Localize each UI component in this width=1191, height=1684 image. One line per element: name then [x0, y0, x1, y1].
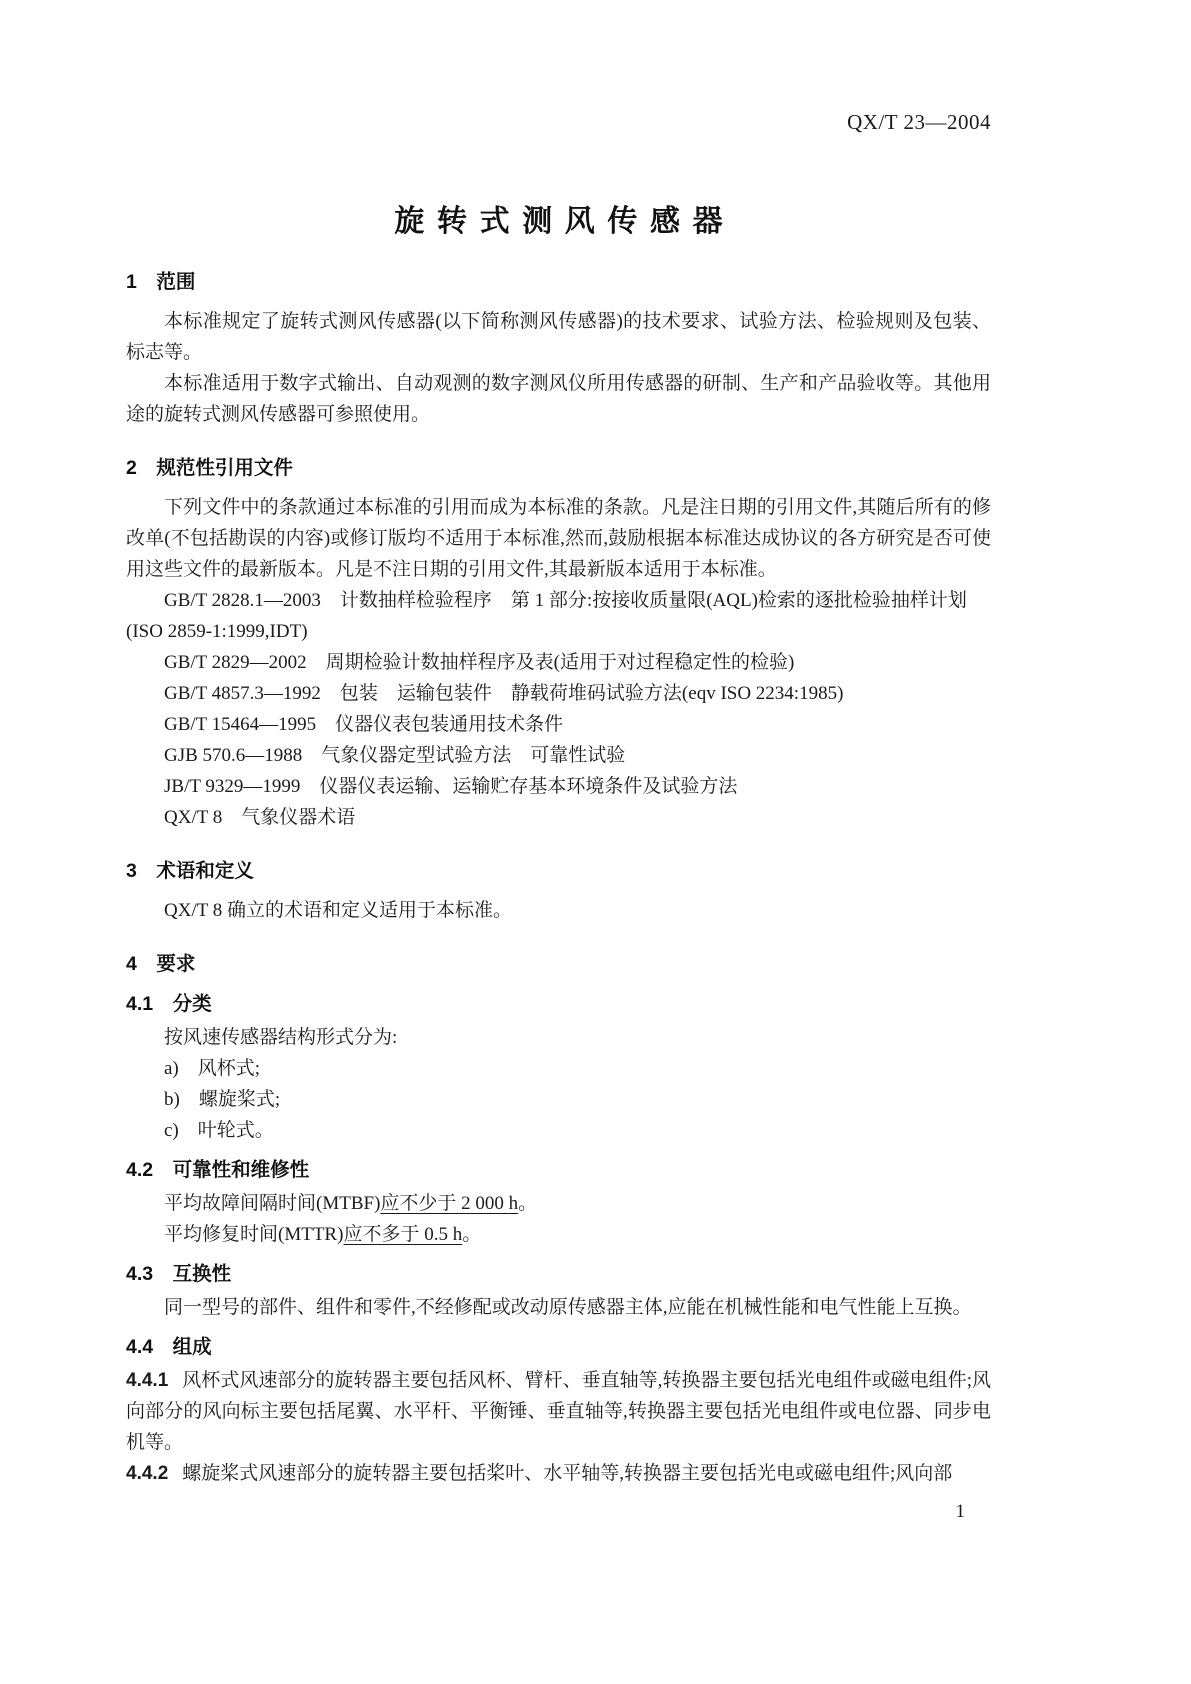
clause-text: 风杯式风速部分的旋转器主要包括风杯、臂杆、垂直轴等,转换器主要包括光电组件或磁电组件;风向部分的风向标主要包括尾翼、水平杆、平衡锤、垂直轴等,转换器主要包括光电组件或电位器、同步电机等。	[126, 1370, 991, 1453]
requirement-text: 。	[462, 1224, 482, 1245]
list-item: a) 风杯式;	[164, 1058, 261, 1079]
doc-code: QX/T 23—2004	[847, 110, 991, 134]
reference-item: GB/T 4857.3—1992 包装 运输包装件 静载荷堆码试验方法(eqv ISO 2234:1985)	[164, 683, 844, 704]
section-2-heading: 2 规范性引用文件	[126, 457, 293, 479]
section-4-1-heading: 4.1 分类	[126, 993, 212, 1015]
requirement-text: 。	[518, 1193, 538, 1214]
clause-number: 4.4.1	[126, 1370, 169, 1391]
section-4-2-heading: 4.2 可靠性和维修性	[126, 1159, 310, 1181]
clause-4-4-2	[126, 1458, 991, 1489]
requirement-text: 平均修复时间(MTTR)	[164, 1224, 344, 1245]
reference-item: GB/T 2828.1—2003 计数抽样检验程序 第 1 部分:按接收质量限(AQL)检索的逐批检验抽样计划(ISO 2859-1:1999,IDT)	[126, 590, 967, 642]
requirement-text: 平均故障间隔时间(MTBF)	[164, 1193, 381, 1214]
section-1-heading: 1 范围	[126, 271, 196, 293]
underlined-requirement: 应不少于 2 000 h	[380, 1193, 519, 1214]
paragraph: 本标准适用于数字式输出、自动观测的数字测风仪所用传感器的研制、生产和产品验收等。其他用途的旋转式测风传感器可参照使用。	[126, 373, 991, 425]
reference-item: GJB 570.6—1988 气象仪器定型试验方法 可靠性试验	[164, 745, 626, 766]
paragraph: QX/T 8 确立的术语和定义适用于本标准。	[164, 900, 512, 921]
paragraph: 按风速传感器结构形式分为:	[164, 1027, 398, 1048]
paragraph: 同一型号的部件、组件和零件,不经修配或改动原传感器主体,应能在机械性能和电气性能上互换。	[164, 1297, 972, 1318]
page-number: 1	[955, 1501, 965, 1522]
page-title: 旋转式测风传感器	[394, 205, 736, 238]
list-item: b) 螺旋桨式;	[164, 1089, 281, 1110]
reference-item: GB/T 15464—1995 仪器仪表包装通用技术条件	[164, 714, 564, 735]
paragraph: 下列文件中的条款通过本标准的引用而成为本标准的条款。凡是注日期的引用文件,其随后所有的修改单(不包括勘误的内容)或修订版均不适用于本标准,然而,鼓励根据本标准达成协议的各方研究是否可使用这些文件的最新版本。凡是不注日期的引用文件,其最新版本适用于本标准。	[126, 497, 991, 580]
underlined-requirement: 应不多于 0.5 h	[343, 1224, 463, 1245]
section-3-heading: 3 术语和定义	[126, 860, 254, 882]
paragraph: 本标准规定了旋转式测风传感器(以下简称测风传感器)的技术要求、试验方法、检验规则及包装、标志等。	[126, 311, 991, 363]
clause-4-4-1	[126, 1365, 991, 1458]
clause-number: 4.4.2	[126, 1463, 169, 1484]
paragraph	[126, 1219, 991, 1250]
reference-item: GB/T 2829—2002 周期检验计数抽样程序及表(适用于对过程稳定性的检验)	[164, 652, 795, 673]
paragraph	[126, 1188, 991, 1219]
reference-item: QX/T 8 气象仪器术语	[164, 807, 356, 828]
section-4-3-heading: 4.3 互换性	[126, 1263, 232, 1285]
reference-item: JB/T 9329—1999 仪器仪表运输、运输贮存基本环境条件及试验方法	[164, 776, 738, 797]
clause-text: 螺旋桨式风速部分的旋转器主要包括桨叶、水平轴等,转换器主要包括光电或磁电组件;风向部	[182, 1463, 953, 1484]
section-4-heading: 4 要求	[126, 953, 196, 975]
list-item: c) 叶轮式。	[164, 1120, 274, 1141]
section-4-4-heading: 4.4 组成	[126, 1336, 212, 1358]
